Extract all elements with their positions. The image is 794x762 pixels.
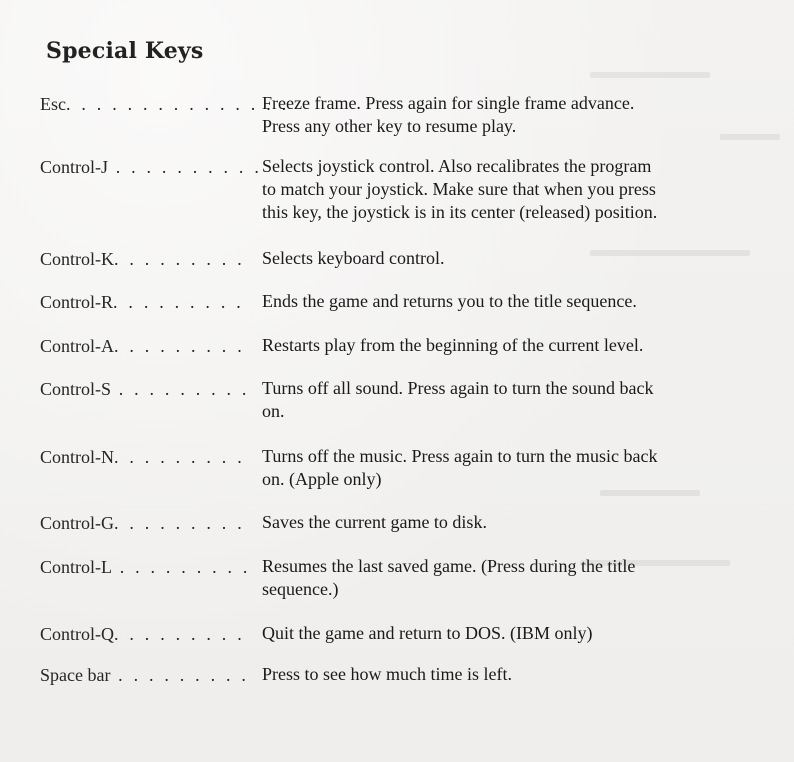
key-label: Esc. . . . . . . . . . . . . . .: [40, 94, 290, 114]
key-label: Control-J . . . . . . . . . .: [40, 157, 263, 177]
key-description: Restarts play from the beginning of the current level.: [262, 335, 644, 355]
key-description: Freeze frame. Press again for single frame advance. Press any other key to resume play.: [262, 93, 635, 136]
key-label: Control-Q. . . . . . . . .: [40, 624, 245, 644]
key-label: Space bar . . . . . . . . .: [40, 665, 250, 685]
key-label: Control-L . . . . . . . . .: [40, 557, 251, 577]
key-label: Control-G. . . . . . . . .: [40, 513, 245, 533]
key-description: Press to see how much time is left.: [262, 664, 512, 684]
key-label: Control-N. . . . . . . . .: [40, 447, 245, 467]
key-description: Quit the game and return to DOS. (IBM only): [262, 623, 593, 643]
key-description: Selects joystick control. Also recalibrates the program to match your joystick. Make sure that when you press this key, the joystick is in its center (released) position.: [262, 156, 658, 222]
bleed-through-mark: [590, 72, 710, 78]
key-description: Saves the current game to disk.: [262, 512, 487, 532]
key-description: Resumes the last saved game. (Press during the title sequence.): [262, 556, 636, 599]
key-label: Control-S . . . . . . . . .: [40, 379, 250, 399]
page-title: Special Keys: [46, 38, 204, 64]
key-label: Control-A. . . . . . . . .: [40, 336, 245, 356]
key-description: Ends the game and returns you to the title sequence.: [262, 291, 637, 311]
key-description: Turns off the music. Press again to turn the music back on. (Apple only): [262, 446, 658, 489]
key-description: Selects keyboard control.: [262, 248, 445, 268]
key-label: Control-R. . . . . . . . .: [40, 292, 244, 312]
key-description: Turns off all sound. Press again to turn the sound back on.: [262, 378, 654, 421]
key-label: Control-K. . . . . . . . .: [40, 249, 245, 269]
